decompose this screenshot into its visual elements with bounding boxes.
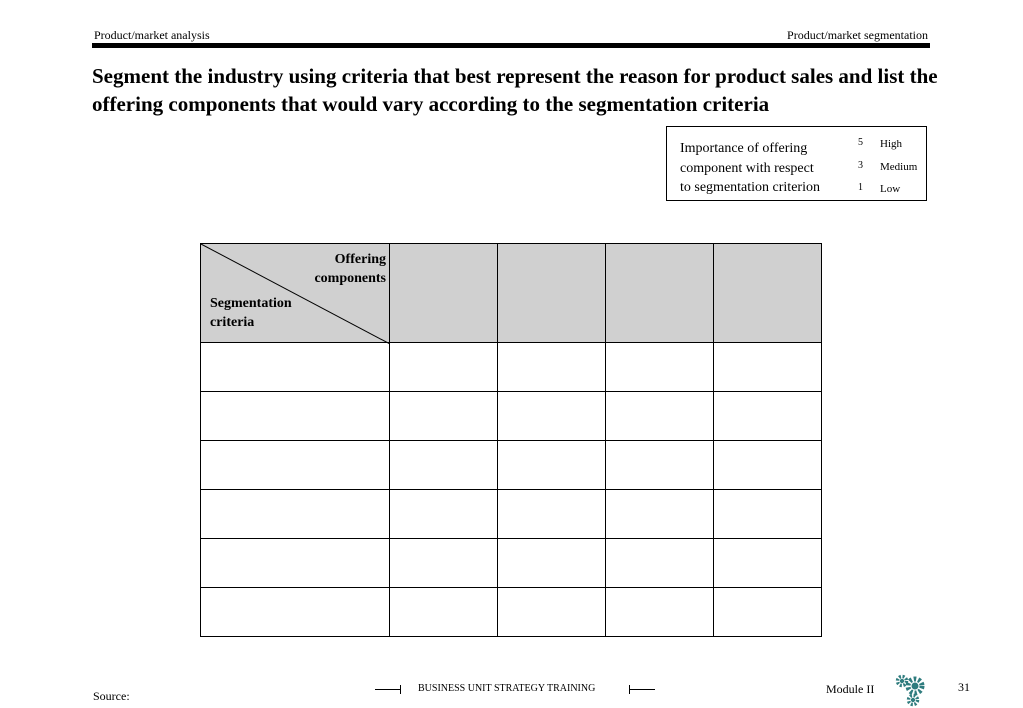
- criteria-cell[interactable]: [201, 343, 390, 392]
- legend-value-medium: 3: [858, 160, 863, 171]
- table-header-row: [201, 244, 822, 343]
- footer-tick-left: [400, 685, 401, 694]
- table-cell[interactable]: [714, 441, 822, 490]
- table-cell[interactable]: [390, 588, 498, 637]
- legend-description: [680, 139, 820, 198]
- criteria-cell[interactable]: [201, 588, 390, 637]
- footer-rule-left: [375, 689, 400, 690]
- gears-logo-icon: [893, 673, 933, 707]
- legend-value-high: 5: [858, 137, 863, 148]
- table-cell[interactable]: [390, 441, 498, 490]
- table-row: [201, 441, 822, 490]
- table-cell[interactable]: [390, 343, 498, 392]
- header-left: Product/market analysis: [94, 28, 210, 42]
- importance-legend: [666, 126, 927, 201]
- table-cell[interactable]: [498, 588, 606, 637]
- table-cell[interactable]: [498, 343, 606, 392]
- table-cell[interactable]: [498, 490, 606, 539]
- table-row: [201, 588, 822, 637]
- page-title: Segment the industry using criteria that best represent the reason for product sales and list the offering components that would vary according to the segmentation criteria: [92, 64, 938, 116]
- table-cell[interactable]: [606, 588, 714, 637]
- header-rule: [92, 43, 930, 48]
- segmentation-table: [200, 243, 822, 637]
- criteria-cell[interactable]: [201, 539, 390, 588]
- criteria-cell[interactable]: [201, 441, 390, 490]
- footer-banner: [375, 683, 655, 697]
- footer-rule-right: [629, 689, 655, 690]
- legend-label-medium: Medium: [880, 161, 918, 173]
- segmentation-criteria-label: [210, 294, 292, 332]
- header-cell[interactable]: [606, 244, 714, 343]
- header-cell[interactable]: [390, 244, 498, 343]
- criteria-cell[interactable]: [201, 490, 390, 539]
- table-cell[interactable]: [390, 490, 498, 539]
- module-label: Module II: [826, 682, 875, 696]
- table-cell[interactable]: [606, 343, 714, 392]
- legend-label-low: Low: [880, 183, 901, 195]
- table-cell[interactable]: [498, 441, 606, 490]
- table-corner-cell: [201, 244, 390, 343]
- table-cell[interactable]: [606, 539, 714, 588]
- table-cell[interactable]: [390, 539, 498, 588]
- table-cell[interactable]: [606, 441, 714, 490]
- source-label: Source:: [93, 689, 130, 703]
- header-right: Product/market segmentation: [787, 28, 928, 42]
- footer-training-label: BUSINESS UNIT STRATEGY TRAINING: [418, 683, 596, 694]
- table-cell[interactable]: [606, 490, 714, 539]
- legend-label-high: High: [880, 138, 902, 150]
- criteria-cell[interactable]: [201, 392, 390, 441]
- table-row: [201, 539, 822, 588]
- table-cell[interactable]: [714, 392, 822, 441]
- legend-line: component with respect: [680, 160, 814, 176]
- corner-top-line: Offering: [334, 252, 386, 267]
- corner-bottom-line: Segmentation: [210, 296, 292, 311]
- table-cell[interactable]: [498, 539, 606, 588]
- header-cell[interactable]: [498, 244, 606, 343]
- legend-line: to segmentation criterion: [680, 180, 820, 195]
- table-cell[interactable]: [498, 392, 606, 441]
- table-row: [201, 343, 822, 392]
- header-cell[interactable]: [714, 244, 822, 343]
- legend-value-low: 1: [858, 182, 863, 193]
- table-cell[interactable]: [606, 392, 714, 441]
- table-row: [201, 392, 822, 441]
- table-cell[interactable]: [714, 343, 822, 392]
- table-cell[interactable]: [714, 490, 822, 539]
- corner-bottom-line: criteria: [210, 315, 255, 330]
- table-row: [201, 490, 822, 539]
- table-cell[interactable]: [390, 392, 498, 441]
- page-number: 31: [958, 680, 970, 694]
- offering-components-label: [314, 250, 386, 288]
- table-cell[interactable]: [714, 588, 822, 637]
- corner-top-line: components: [314, 271, 386, 286]
- table-cell[interactable]: [714, 539, 822, 588]
- legend-line: Importance of offering: [680, 141, 808, 156]
